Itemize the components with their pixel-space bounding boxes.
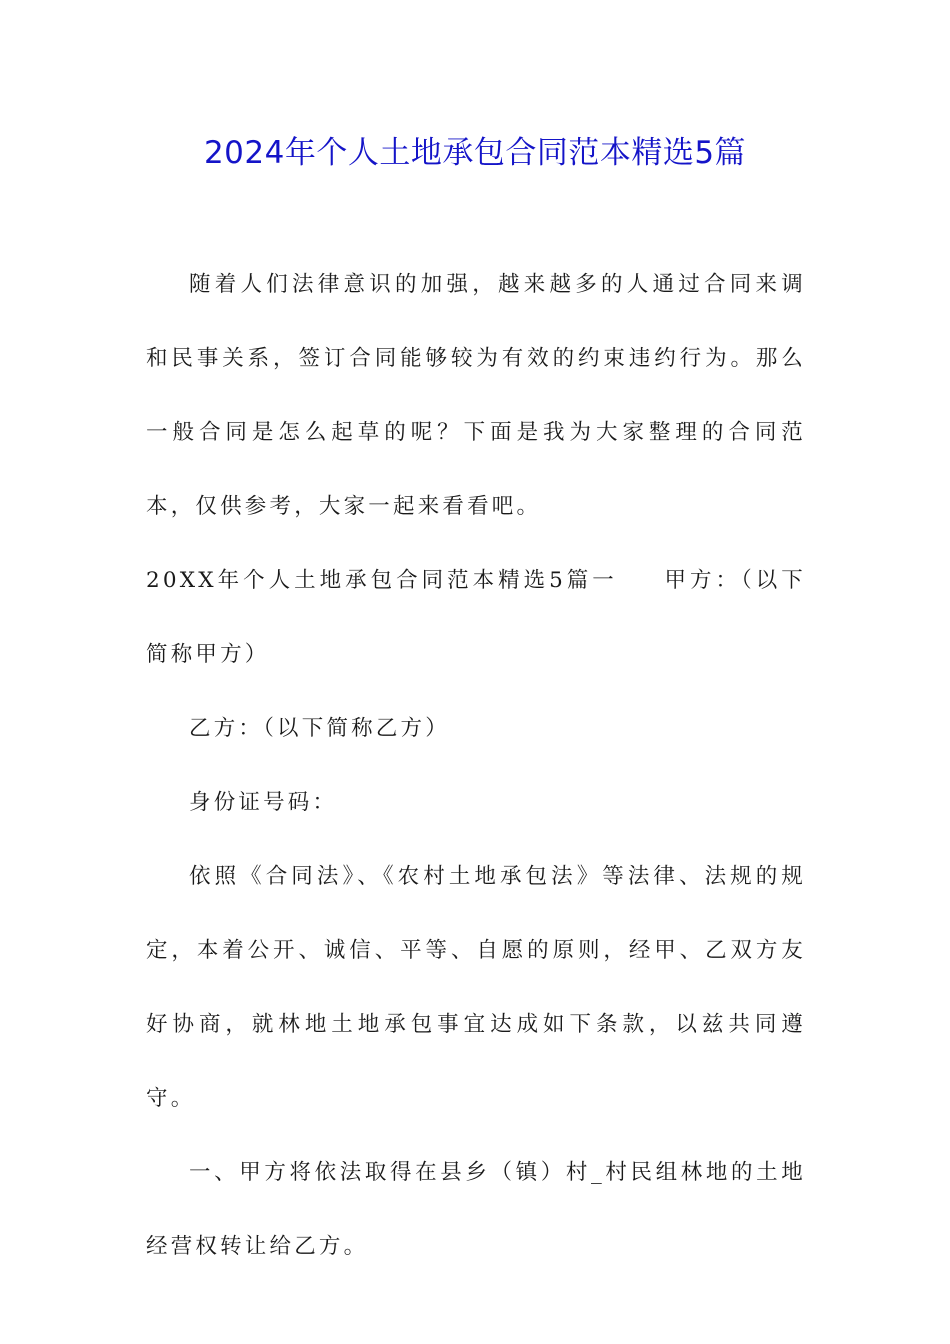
party-a-line: 甲方：（以下简称甲方） (146, 568, 806, 667)
clause-1-paragraph: 一、甲方将依法取得在县乡（镇）村_村民组林地的土地经营权转让给乙方。 (146, 1160, 806, 1259)
id-number-line: 身份证号码： (189, 790, 338, 815)
section-heading: 20XX年个人土地承包合同范本精选5篇一 (146, 568, 618, 593)
document-title: 2024年个人土地承包合同范本精选5篇 (203, 135, 747, 171)
document-body (146, 248, 806, 1284)
section-heading-line (146, 544, 806, 692)
intro-paragraph: 随着人们法律意识的加强，越来越多的人通过合同来调和民事关系，签订合同能够较为有效的约束违约行为。那么一般合同是怎么起草的呢？下面是我为大家整理的合同范本，仅供参考，大家一起来看看吧。 (146, 272, 806, 519)
basis-paragraph: 依照《合同法》、《农村土地承包法》等法律、法规的规定，本着公开、诚信、平等、自愿的原则，经甲、乙双方友好协商，就林地土地承包事宜达成如下条款，以兹共同遵守。 (146, 864, 806, 1111)
party-b-line: 乙方：（以下简称乙方） (189, 716, 450, 741)
